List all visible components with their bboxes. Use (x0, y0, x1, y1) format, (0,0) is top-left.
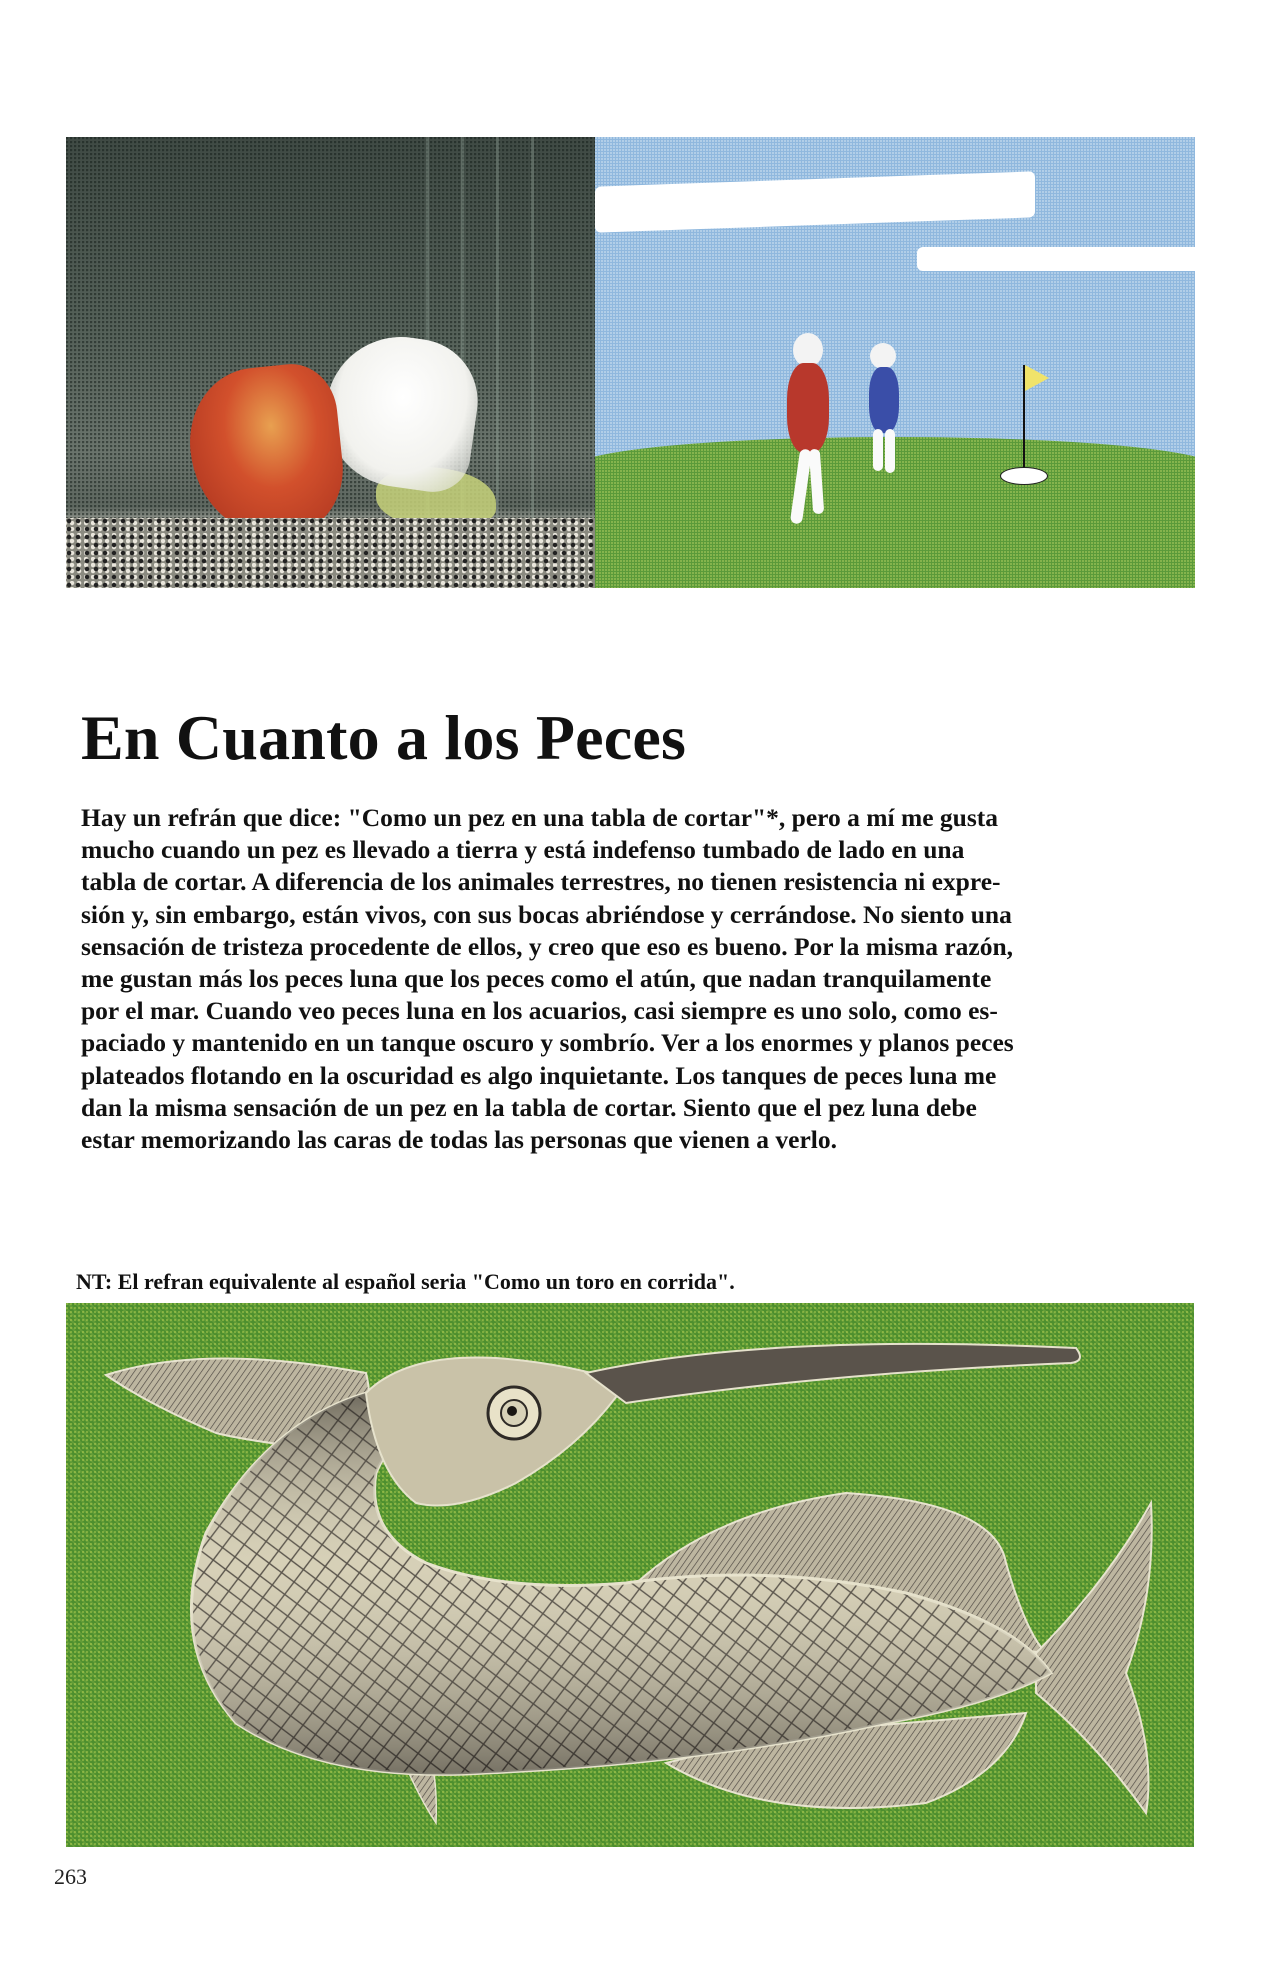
golfer-leg (885, 429, 895, 473)
fish-illustration (66, 1303, 1194, 1847)
body-line: plateados flotando en la oscuridad es algo inquietante. Los tanques de peces luna me (81, 1060, 997, 1090)
golfer-head (793, 333, 823, 367)
cloud (917, 247, 1195, 271)
golf-hole (1000, 467, 1048, 485)
golf-green (595, 437, 1195, 588)
cloud (595, 171, 1035, 232)
goldfish-body (183, 360, 350, 545)
body-line: por el mar. Cuando veo peces luna en los acuarios, casi siempre es uno solo, como es- (81, 996, 998, 1026)
golfer-red-shirt (787, 363, 829, 453)
golfer-head (870, 343, 896, 369)
golf-illustration (595, 137, 1195, 588)
body-line: Hay un refrán que dice: "Como un pez en una tabla de cortar"*, pero a mí me gusta (81, 803, 999, 832)
translator-footnote: NT: El refran equivalente al español seria "Como un toro en corrida". (76, 1269, 735, 1294)
body-line: sensación de tristeza procedente de ellos, y creo que eso es bueno. Por la misma razón, (81, 931, 1014, 961)
body-line: sión y, sin embargo, están vivos, con sus bocas abriéndose y cerrándose. No siento una (81, 899, 1012, 929)
page-number: 263 (54, 1864, 87, 1889)
body-line: mucho cuando un pez es llevado a tierra y está indefenso tumbado de lado en una (81, 835, 965, 865)
body-line: paciado y mantenido en un tanque oscuro y sombrío. Ver a los enormes y planos peces (81, 1028, 1014, 1058)
golfer-blue-shirt (869, 367, 899, 433)
fish-engraving-icon (66, 1303, 1194, 1847)
body-paragraph (81, 802, 1191, 1156)
body-line: tabla de cortar. A diferencia de los animales terrestres, no tienen resistencia ni expre- (81, 867, 1001, 897)
water-streak (496, 137, 499, 528)
body-line: estar memorizando las caras de todas las personas que vienen a verlo. (81, 1125, 837, 1155)
body-line: me gustan más los peces luna que los peces como el atún, que nadan tranquilamente (81, 964, 992, 994)
body-line: dan la misma sensación de un pez en la tabla de cortar. Siento que el pez luna debe (81, 1092, 977, 1122)
aquarium-gravel (66, 518, 595, 588)
page-title: En Cuanto a los Peces (81, 702, 687, 773)
flag-icon (1025, 365, 1049, 391)
goldfish-illustration (66, 137, 595, 588)
golfer-leg (873, 429, 883, 471)
water-streak (531, 137, 534, 528)
